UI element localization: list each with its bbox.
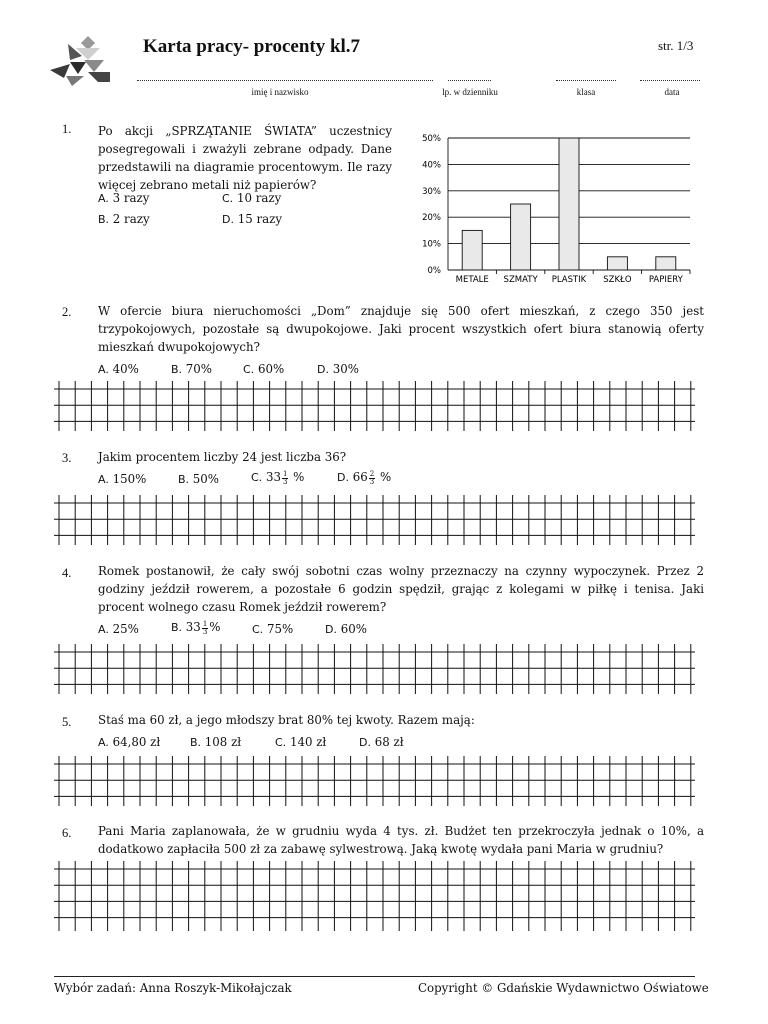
- question-3-number: 3.: [62, 451, 72, 465]
- answer-1d: D. 15 razy: [222, 212, 283, 226]
- y-tick-label: 40%: [422, 160, 441, 171]
- class-label: klasa: [576, 87, 596, 97]
- answer-4d: D. 60%: [325, 622, 367, 636]
- class-number-label: lp. w dzienniku: [442, 87, 498, 97]
- answer-grid-6[interactable]: [54, 861, 695, 931]
- answer-grid-5[interactable]: [54, 756, 695, 806]
- question-5-text: Staś ma 60 zł, a jego młodszy brat 80% tej kwoty. Razem mają:: [98, 713, 475, 727]
- date-label: data: [664, 87, 680, 97]
- answer-5b: B. 108 zł: [190, 735, 242, 749]
- x-tick-label: PAPIERY: [648, 275, 683, 285]
- answer-5a: A. 64,80 zł: [98, 735, 161, 749]
- question-5-number: 5.: [62, 715, 72, 729]
- y-tick-label: 20%: [422, 213, 441, 224]
- class-line: [556, 72, 616, 81]
- publisher-logo: [48, 34, 114, 88]
- x-tick-label: METALE: [455, 275, 489, 285]
- footer-author: Wybór zadań: Anna Roszyk-Mikołajczak: [54, 981, 292, 995]
- y-tick-label: 30%: [422, 186, 441, 197]
- question-2-number: 2.: [62, 305, 72, 319]
- name-label: imię i nazwisko: [251, 87, 309, 97]
- answer-grid-3[interactable]: [54, 495, 695, 545]
- answer-5c: C. 140 zł: [275, 735, 327, 749]
- x-tick-label: SZKŁO: [603, 275, 632, 285]
- x-tick-label: PLASTIK: [551, 275, 587, 285]
- answer-grid-4[interactable]: [54, 644, 695, 694]
- answer-2b: B. 70%: [171, 362, 213, 376]
- answer-2c: C. 60%: [243, 362, 285, 376]
- question-6-text: Pani Maria zaplanowała, że w grudniu wyda 4 tys. zł. Budżet ten przekroczyła jednak o 10%, a dodatkowo zapłaciła 500 zł za zabawę sylwestrową. Jaką kwotę wydała pani Maria w grudniu?: [98, 824, 704, 856]
- y-tick-label: 50%: [422, 134, 441, 144]
- footer-copyright: Copyright © Gdańskie Wydawnictwo Oświatowe: [418, 981, 709, 995]
- worksheet-title: Karta pracy- procenty kl.7: [143, 36, 361, 57]
- bar-szmaty: [511, 204, 531, 270]
- answer-1a: A. 3 razy: [98, 191, 150, 205]
- answer-1c: C. 10 razy: [222, 191, 282, 205]
- question-4-text: Romek postanowił, że cały swój sobotni czas wolny przeznaczy na czynny wypoczynek. Przez 2 godziny jeździł rowerem, a pozostałe 6 godzin spędził, grając z kolegami w piłkę i tenisa. Jaki procent wolnego czasu Romek jeździł rowerem?: [98, 564, 704, 614]
- answer-4c: C. 75%: [252, 622, 294, 636]
- answer-4a: A. 25%: [98, 622, 139, 636]
- class-number-line: [448, 72, 491, 81]
- answer-2d: D. 30%: [317, 362, 359, 376]
- x-tick-label: SZMATY: [503, 275, 538, 285]
- answer-3c: C. 33 $\frac{1}{3}$ %: [251, 469, 305, 486]
- y-tick-label: 0%: [427, 266, 441, 276]
- answer-5d: D. 68 zł: [359, 735, 404, 749]
- answer-grid-2[interactable]: [54, 381, 695, 431]
- footer-rule: [54, 976, 695, 977]
- answer-3d: D. 66 $\frac{2}{3}$ %: [337, 469, 392, 486]
- bar-plastik: [559, 138, 579, 270]
- y-tick-label: 10%: [422, 239, 441, 250]
- question-2-text: W ofercie biura nieruchomości „Dom” znajduje się 500 ofert mieszkań, z czego 350 jest trzypokojowych, pozostałe są dwupokojowe. Jaki procent wszystkich ofert biura stanowią oferty mieszkań dwupokojowych?: [98, 304, 704, 354]
- answer-1b: B. 2 razy: [98, 212, 150, 226]
- question-4-number: 4.: [62, 566, 72, 580]
- answer-2a: A. 40%: [98, 362, 139, 376]
- question-3-text: Jakim procentem liczby 24 jest liczba 36?: [98, 450, 347, 464]
- question-1-number: 1.: [62, 122, 72, 136]
- answer-4b: B. 33 $\frac{1}{3}$ %: [171, 619, 221, 636]
- answer-3a: A. 150%: [98, 472, 147, 486]
- question-1-text: Po akcji „SPRZĄTANIE ŚWIATA” uczestnicy posegregowali i zważyli zebrane odpady. Dane przedstawili na diagramie procentowym. Ile razy więcej zebrano metali niż papierów?: [98, 124, 392, 192]
- question-6-number: 6.: [62, 826, 72, 840]
- answer-3b: B. 50%: [178, 472, 220, 486]
- bar-papiery: [656, 257, 676, 270]
- date-line: [640, 72, 700, 81]
- bar-szkło: [607, 257, 627, 270]
- page-number: str. 1/3: [658, 38, 694, 53]
- name-line: [137, 72, 433, 81]
- bar-metale: [462, 230, 482, 270]
- waste-percentage-chart: [415, 128, 700, 288]
